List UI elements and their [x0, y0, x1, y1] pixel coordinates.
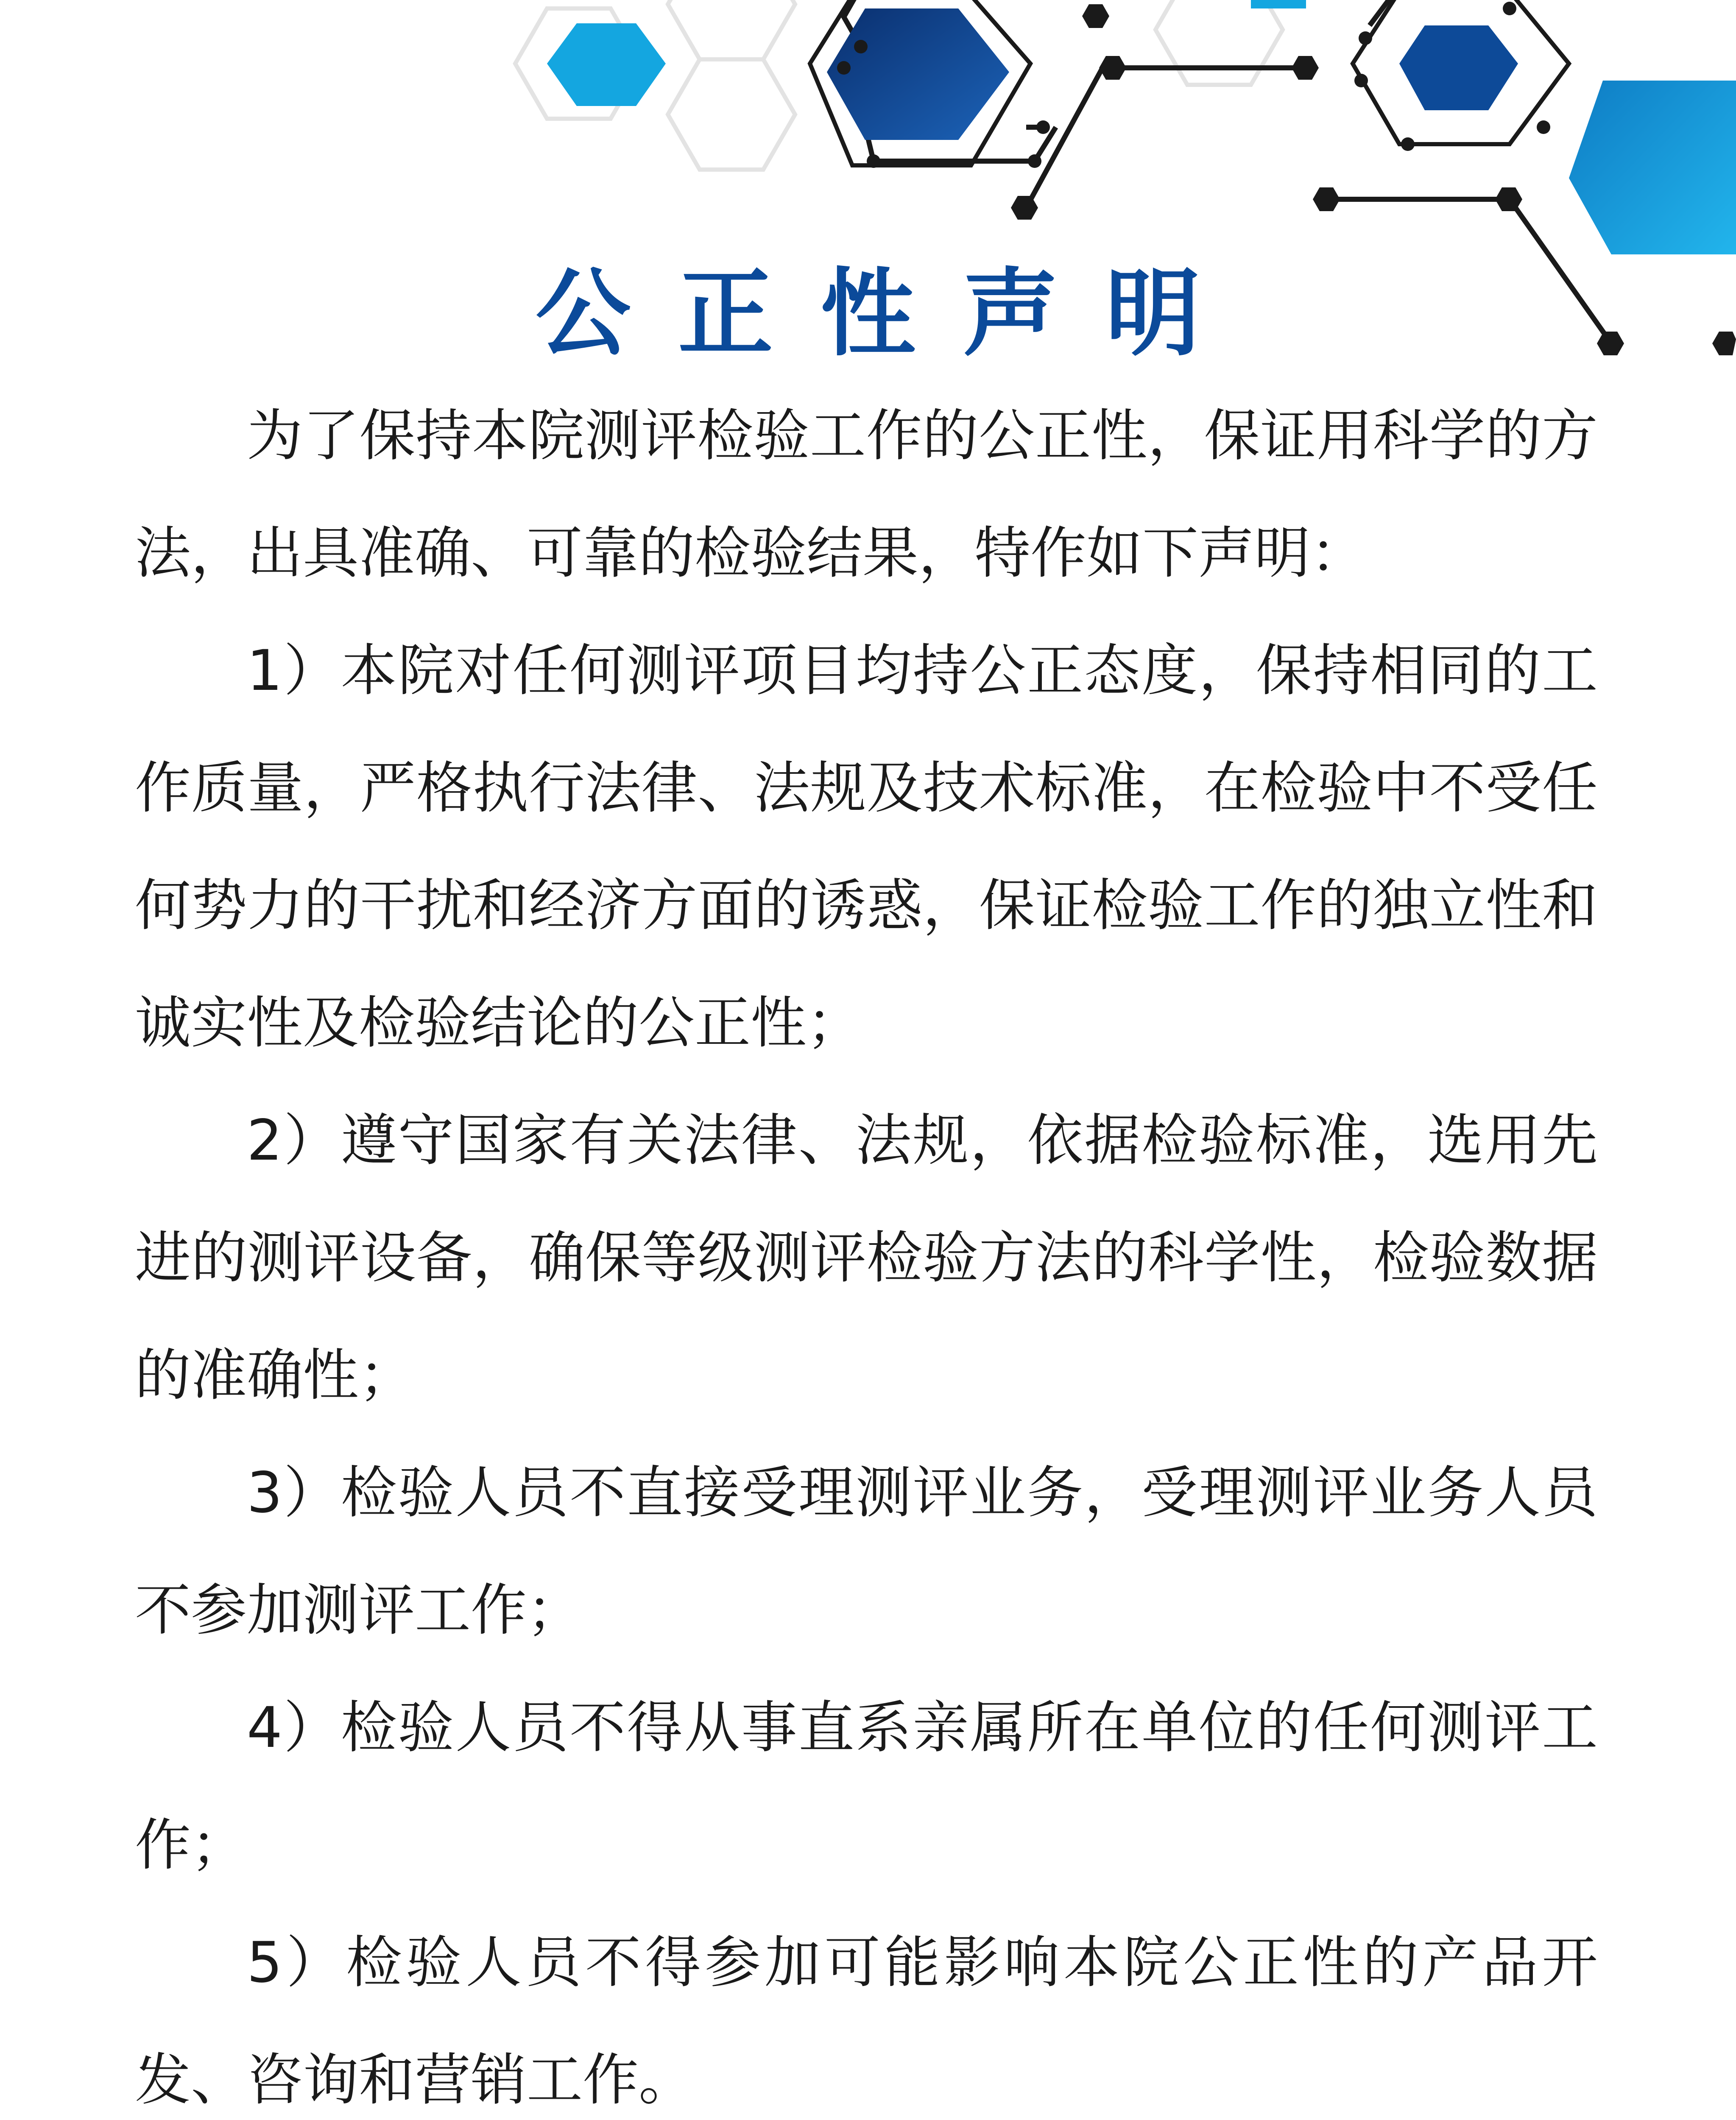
dark-blue-hexagon [827, 8, 1009, 140]
page-title: 公正性声明 [536, 258, 1248, 369]
clause-2: 2）遵守国家有关法律、法规，依据检验标准，选用先进的测评设备，确保等级测评检验方法的科学性，检验数据的准确性； [135, 1108, 1598, 1408]
light-blue-hexagon [547, 23, 666, 106]
intro-paragraph: 为了保持本院测评检验工作的公正性，保证用科学的方法，出具准确、可靠的检验结果，特作如下声明： [135, 403, 1598, 586]
clause-1: 1）本院对任何测评项目均持公正态度，保持相同的工作质量，严格执行法律、法规及技术标准，在检验中不受任何势力的干扰和经济方面的诱惑，保证检验工作的独立性和诚实性及检验结论的公正性； [135, 638, 1598, 1056]
clause-5: 5）检验人员不得参加可能影响本院公正性的产品开发、咨询和营销工作。 [135, 1930, 1598, 2113]
statement-body [135, 377, 1598, 2120]
dark-blue-hexagon [1399, 25, 1518, 110]
clause-3: 3）检验人员不直接受理测评业务，受理测评业务人员不参加测评工作； [135, 1460, 1598, 1643]
light-blue-hexagon [1569, 81, 1736, 254]
clause-4: 4）检验人员不得从事直系亲属所在单位的任何测评工作； [135, 1695, 1598, 1878]
